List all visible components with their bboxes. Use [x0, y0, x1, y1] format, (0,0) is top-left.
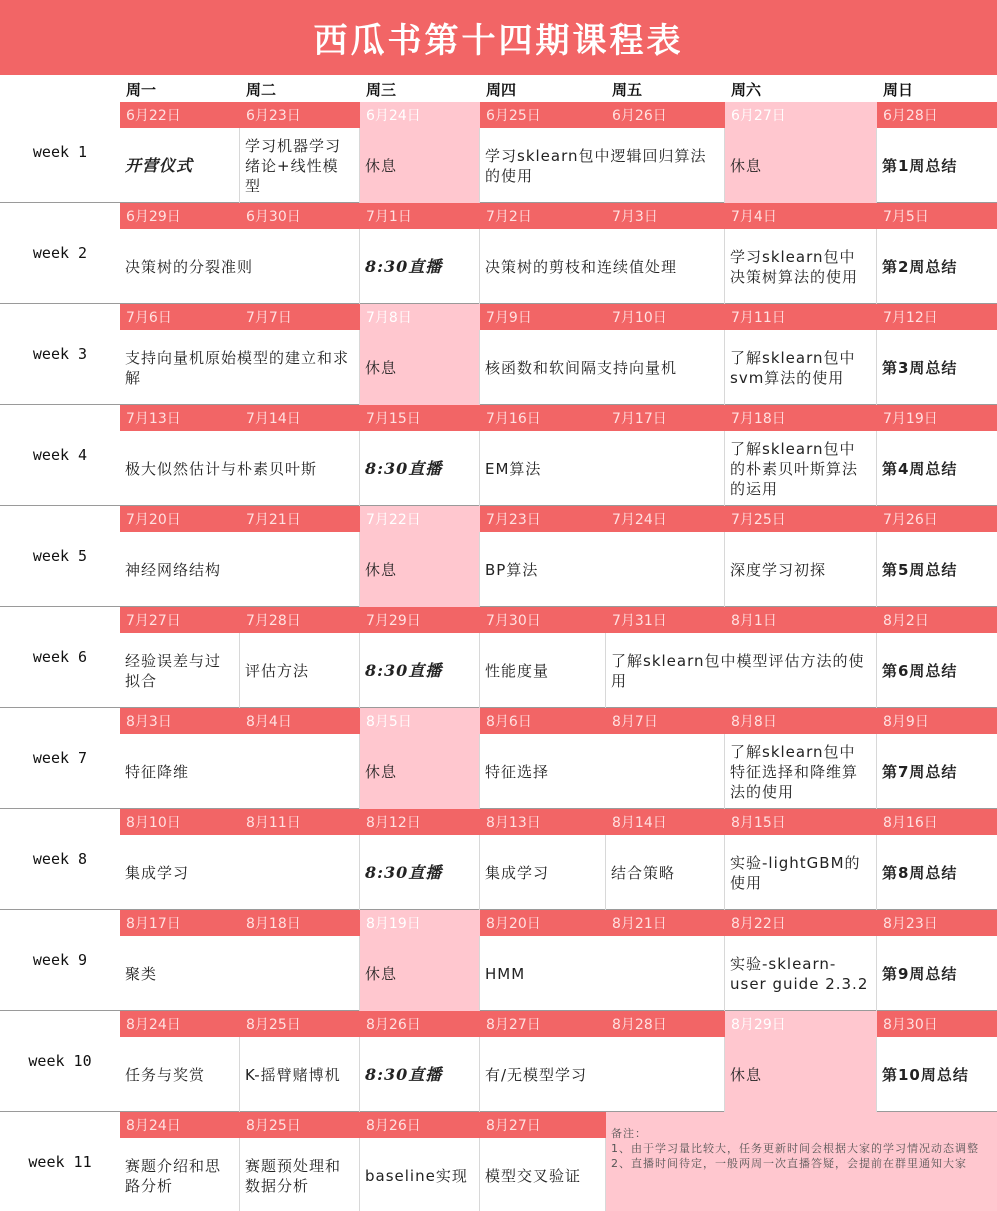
- note-line: 2、直播时间待定，一般两周一次直播答疑，会提前在群里通知大家: [611, 1157, 967, 1170]
- date-cell: 8月17日: [126, 916, 181, 932]
- date-cell: 8月11日: [246, 815, 301, 831]
- date-cell: 8月8日: [731, 714, 777, 730]
- date-cell: 7月6日: [126, 310, 172, 326]
- date-cell: 6月28日: [883, 108, 938, 124]
- date-cell: 8月1日: [731, 613, 777, 629]
- course-cell: 决策树的分裂准则: [120, 229, 360, 304]
- weekday-header: 周一: [126, 81, 157, 99]
- remarks-note: [606, 1112, 997, 1211]
- date-cell: 8月18日: [246, 916, 301, 932]
- live-session-cell: 开营仪式: [120, 128, 240, 203]
- date-cell: 7月22日: [360, 506, 480, 532]
- course-cell: 了解sklearn包中svm算法的使用: [725, 330, 877, 405]
- date-cell: 6月26日: [612, 108, 667, 124]
- date-cell: 8月24日: [126, 1118, 181, 1134]
- page-title: 西瓜书第十四期课程表: [0, 0, 997, 75]
- course-cell: 特征降维: [120, 734, 360, 809]
- date-cell: 7月13日: [126, 411, 181, 427]
- date-cell: 8月26日: [366, 1017, 421, 1033]
- week-label: week 5: [32, 547, 88, 565]
- course-cell: EM算法: [480, 431, 725, 506]
- course-cell: 学习机器学习绪论+线性模型: [240, 128, 360, 203]
- week-label: week 4: [32, 446, 88, 464]
- date-cell: 8月6日: [486, 714, 532, 730]
- date-cell: 8月7日: [612, 714, 658, 730]
- course-cell: 任务与奖赏: [120, 1037, 240, 1112]
- date-cell: 7月24日: [612, 512, 667, 528]
- course-cell: 支持向量机原始模型的建立和求解: [120, 330, 360, 405]
- note-line: 1、由于学习量比较大，任务更新时间会根据大家的学习情况动态调整: [611, 1142, 979, 1155]
- course-cell: 特征选择: [480, 734, 725, 809]
- date-cell: 6月24日: [360, 102, 480, 128]
- week-label: week 8: [32, 850, 88, 868]
- course-cell: baseline实现: [360, 1138, 480, 1211]
- note-title: 备注：: [611, 1127, 647, 1140]
- date-cell: 8月22日: [731, 916, 786, 932]
- date-cell: 7月8日: [360, 304, 480, 330]
- date-cell: 7月27日: [126, 613, 181, 629]
- date-cell: 7月25日: [731, 512, 786, 528]
- course-cell: BP算法: [480, 532, 725, 607]
- date-cell: 8月29日: [725, 1011, 877, 1037]
- week-label: week 9: [32, 951, 88, 969]
- week-summary-cell: 第9周总结: [882, 964, 958, 983]
- course-cell: 经验误差与过拟合: [120, 633, 240, 708]
- date-cell: 7月19日: [883, 411, 938, 427]
- week-summary-cell: 第4周总结: [882, 459, 958, 478]
- week-row: [0, 1011, 997, 1112]
- course-cell: 休息: [360, 734, 480, 809]
- course-cell: HMM: [480, 936, 725, 1011]
- live-session-cell: 8:30直播: [360, 835, 480, 910]
- weekday-header: 周四: [486, 81, 517, 99]
- date-cell: 8月24日: [126, 1017, 181, 1033]
- course-cell: 结合策略: [606, 835, 725, 910]
- date-cell: 8月19日: [360, 910, 480, 936]
- date-cell: 7月3日: [612, 209, 658, 225]
- week-label: week 11: [28, 1153, 92, 1171]
- week-row: [0, 203, 997, 304]
- date-cell: 8月4日: [246, 714, 292, 730]
- date-cell: 6月29日: [126, 209, 181, 225]
- week-row: [0, 809, 997, 910]
- date-cell: 6月25日: [486, 108, 541, 124]
- week-row: [0, 708, 997, 809]
- date-cell: 8月10日: [126, 815, 181, 831]
- week-row: [0, 405, 997, 506]
- week-row: [0, 607, 997, 708]
- date-cell: 8月16日: [883, 815, 938, 831]
- course-cell: 休息: [725, 128, 877, 203]
- course-cell: 模型交叉验证: [480, 1138, 606, 1211]
- course-cell: 休息: [360, 330, 480, 405]
- date-cell: 7月11日: [731, 310, 786, 326]
- date-cell: 7月4日: [731, 209, 777, 225]
- date-cell: 7月30日: [486, 613, 541, 629]
- date-cell: 8月27日: [486, 1118, 541, 1134]
- week-row: [0, 102, 997, 203]
- week-label: week 2: [32, 244, 88, 262]
- week-row: [0, 506, 997, 607]
- date-cell: 7月29日: [366, 613, 421, 629]
- date-cell: 8月15日: [731, 815, 786, 831]
- date-cell: 8月25日: [246, 1017, 301, 1033]
- date-cell: 7月2日: [486, 209, 532, 225]
- course-cell: 实验-lightGBM的使用: [725, 835, 877, 910]
- date-cell: 6月30日: [246, 209, 301, 225]
- week-label: week 3: [32, 345, 88, 363]
- week-label: week 1: [32, 143, 88, 161]
- date-cell: 8月3日: [126, 714, 172, 730]
- date-cell: 8月27日: [486, 1017, 541, 1033]
- course-cell: 决策树的剪枝和连续值处理: [480, 229, 725, 304]
- week-label: week 7: [32, 749, 88, 767]
- date-cell: 7月12日: [883, 310, 938, 326]
- course-cell: K-摇臂赌博机: [240, 1037, 360, 1112]
- date-cell: 8月5日: [360, 708, 480, 734]
- course-cell: 休息: [360, 936, 480, 1011]
- course-cell: 休息: [725, 1037, 877, 1112]
- date-cell: 8月21日: [612, 916, 667, 932]
- date-cell: 8月13日: [486, 815, 541, 831]
- date-cell: 7月9日: [486, 310, 532, 326]
- date-cell: 8月9日: [883, 714, 929, 730]
- course-cell: 了解sklearn包中的朴素贝叶斯算法的运用: [725, 431, 877, 506]
- course-cell: 核函数和软间隔支持向量机: [480, 330, 725, 405]
- course-cell: 实验-sklearn-user guide 2.3.2: [725, 936, 877, 1011]
- week-summary-cell: 第8周总结: [882, 863, 958, 882]
- week-summary-cell: 第2周总结: [882, 257, 958, 276]
- date-cell: 7月18日: [731, 411, 786, 427]
- date-cell: 8月20日: [486, 916, 541, 932]
- date-cell: 8月14日: [612, 815, 667, 831]
- course-cell: 集成学习: [120, 835, 360, 910]
- week-label: week 6: [32, 648, 88, 666]
- date-cell: 7月26日: [883, 512, 938, 528]
- date-cell: 7月1日: [366, 209, 412, 225]
- weekday-header: 周日: [883, 81, 914, 99]
- weekday-header: 周五: [612, 81, 643, 99]
- course-cell: 学习sklearn包中逻辑回归算法的使用: [480, 128, 725, 203]
- date-cell: 7月28日: [246, 613, 301, 629]
- week-summary-cell: 第10周总结: [882, 1065, 969, 1084]
- course-cell: 极大似然估计与朴素贝叶斯: [120, 431, 360, 506]
- date-cell: 8月28日: [612, 1017, 667, 1033]
- live-session-cell: 8:30直播: [360, 229, 480, 304]
- date-cell: 8月12日: [366, 815, 421, 831]
- course-cell: 赛题预处理和数据分析: [240, 1138, 360, 1211]
- course-cell: 评估方法: [240, 633, 360, 708]
- week-summary-cell: 第1周总结: [882, 156, 958, 175]
- date-cell: 8月26日: [366, 1118, 421, 1134]
- course-cell: 聚类: [120, 936, 360, 1011]
- course-cell: 神经网络结构: [120, 532, 360, 607]
- date-cell: 6月22日: [126, 108, 181, 124]
- date-cell: 6月23日: [246, 108, 301, 124]
- weekday-header: 周六: [731, 81, 762, 99]
- week-summary-cell: 第6周总结: [882, 661, 958, 680]
- live-session-cell: 8:30直播: [360, 1037, 480, 1112]
- date-cell: 7月10日: [612, 310, 667, 326]
- course-cell: 休息: [360, 128, 480, 203]
- course-cell: 赛题介绍和思路分析: [120, 1138, 240, 1211]
- week-row: [0, 304, 997, 405]
- week-row: [0, 1112, 997, 1211]
- date-cell: 7月23日: [486, 512, 541, 528]
- date-cell: 8月25日: [246, 1118, 301, 1134]
- live-session-cell: 8:30直播: [360, 431, 480, 506]
- week-label: week 10: [28, 1052, 92, 1070]
- weekday-header: 周三: [366, 81, 397, 99]
- date-cell: 7月16日: [486, 411, 541, 427]
- weekday-header: 周二: [246, 81, 277, 99]
- date-cell: 8月23日: [883, 916, 938, 932]
- date-cell: 7月21日: [246, 512, 301, 528]
- course-cell: 休息: [360, 532, 480, 607]
- date-cell: 7月31日: [612, 613, 667, 629]
- course-cell: 了解sklearn包中模型评估方法的使用: [606, 633, 877, 708]
- date-cell: 8月2日: [883, 613, 929, 629]
- date-cell: 7月7日: [246, 310, 292, 326]
- course-cell: 了解sklearn包中特征选择和降维算法的使用: [725, 734, 877, 809]
- date-cell: 7月14日: [246, 411, 301, 427]
- week-row: [0, 910, 997, 1011]
- week-summary-cell: 第3周总结: [882, 358, 958, 377]
- week-summary-cell: 第7周总结: [882, 762, 958, 781]
- live-session-cell: 8:30直播: [360, 633, 480, 708]
- course-cell: 深度学习初探: [725, 532, 877, 607]
- date-cell: 7月15日: [366, 411, 421, 427]
- course-cell: 学习sklearn包中决策树算法的使用: [725, 229, 877, 304]
- date-cell: 7月5日: [883, 209, 929, 225]
- course-cell: 性能度量: [480, 633, 606, 708]
- date-cell: 8月30日: [883, 1017, 938, 1033]
- date-cell: 6月27日: [725, 102, 877, 128]
- date-cell: 7月17日: [612, 411, 667, 427]
- course-cell: 有/无模型学习: [480, 1037, 725, 1112]
- course-cell: 集成学习: [480, 835, 606, 910]
- date-cell: 7月20日: [126, 512, 181, 528]
- week-summary-cell: 第5周总结: [882, 560, 958, 579]
